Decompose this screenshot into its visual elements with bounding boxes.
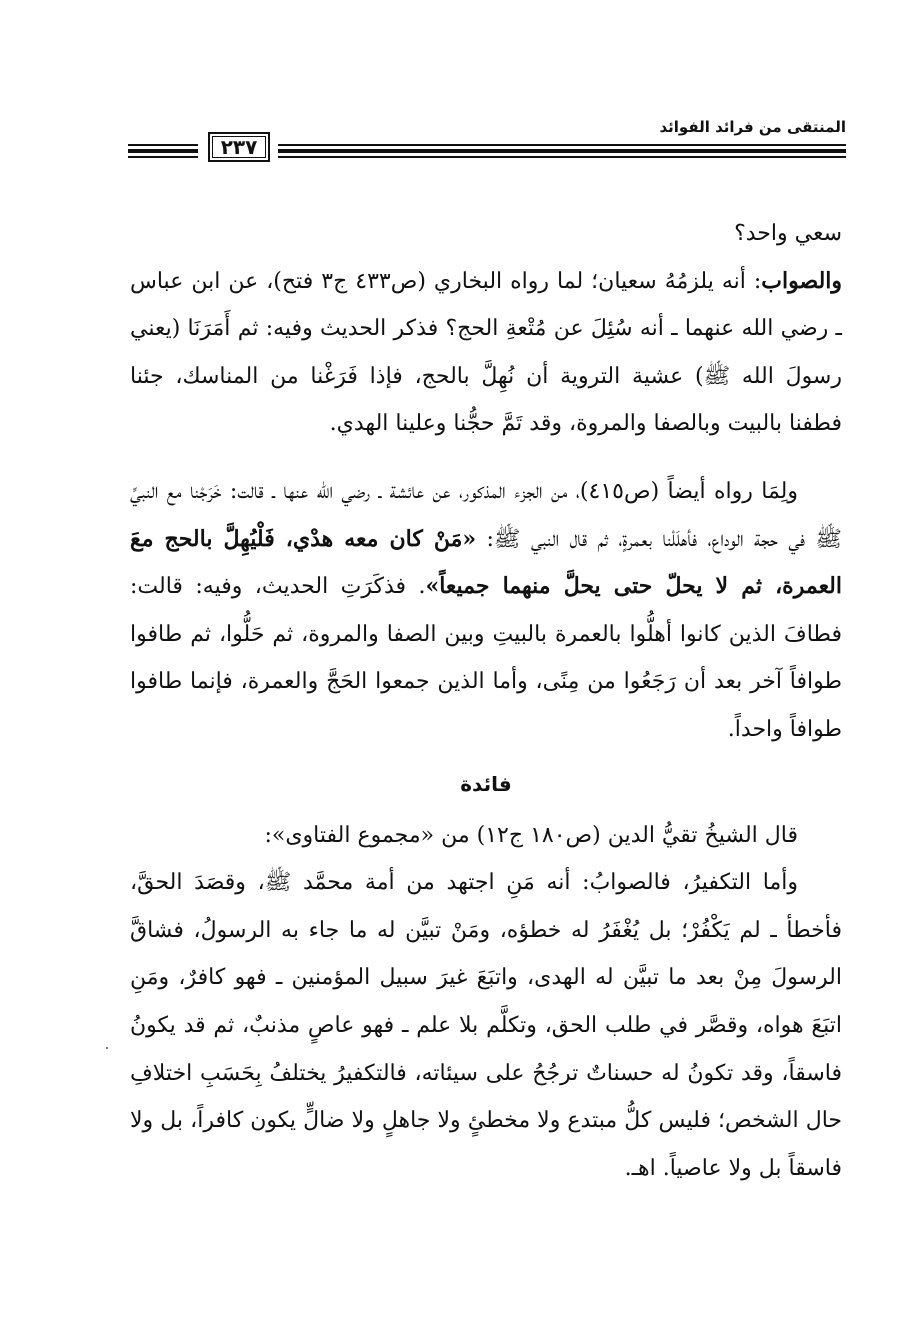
paragraph-aisha-hadith <box>130 468 842 754</box>
hadith-quote: «مَنْ كان معه هدْي، فَلْيُهِلَّ بالحج معَ العمرة، ثم لا يحلّ حتى يحلَّ منهما جميعاً» <box>130 525 842 600</box>
answer-text: : أنه يلزمُهُ سعيان؛ لما رواه البخاري (ص٤٣٣ ج٣ فتح)، عن ابن عباس ـ رضي الله عنهما ـ أنه سُئِلَ عن مُتْعةِ الحج؟ فذكر الحديث وفيه: ثم أَمَرَنَا (يعني رسولَ الله ﷺ) عشية التروية أن نُهِلَّ بالحج، فإذا فَرَغْنا من المناسك، جئنا فطفنا بالبيت وبالصفا والمروة، وقد تَمَّ حجُّنا وعلينا الهدي. <box>130 268 842 437</box>
header-rule-right <box>278 144 846 158</box>
answer-lead-word: والصواب <box>761 267 843 294</box>
paragraph-takfir: وأما التكفيرُ، فالصوابُ: أنه مَنِ اجتهد من أمة محمَّد ﷺ، وقصَدَ الحقَّ، فأخطأ ـ لم يَكْفُرْ؛ بل يُغْفَرُ له خطؤه، ومَنْ تبيَّن له ما جاء به الرسولُ، فشاقَّ الرسولَ مِنْ بعد ما تبيَّن له الهدى، واتبَعَ غيرَ سبيل المؤمنين ـ فهو كافرٌ، ومَنِ اتبَعَ هواه، وقصَّر في طلب الحق، وتكلَّم بلا علم ـ فهو عاصٍ مذنبٌ، ثم قد يكونُ فاسقاً، وقد تكونُ له حسناتٌ ترجُحُ على سيئاته، فالتكفيرُ يختلفُ بِحَسَبِ اختلافِ حال الشخص؛ فليس كلُّ مبتدع ولا مخطئٍ ولا جاهلٍ ولا ضالٍّ يكون كافراً، بل ولا فاسقاً بل ولا عاصياً. اهـ. <box>130 870 843 1181</box>
main-text <box>130 210 842 1192</box>
paragraph-citation: قال الشيخُ تقيُّ الدين (ص١٨٠ ج١٢) من «مجموع الفتاوى»: <box>264 822 798 848</box>
book-title: المنتقى من فرائد الفوائد <box>659 118 846 136</box>
section-heading-faida: فائدة <box>460 771 512 796</box>
scan-speck <box>106 1047 108 1049</box>
running-header <box>128 118 846 164</box>
paragraph-question-end: سعي واحد؟ <box>734 221 842 246</box>
page-number-box: ٢٣٧ <box>208 132 270 162</box>
paragraph-answer <box>130 258 842 448</box>
hadith-intro-text: ولِمَا رواه أيضاً (ص٤١٥)، من الجزء المذكور، عن عائشة ـ رضي الله عنها ـ قالت: خَرَجْنا مع النبيِّ ﷺ في حجة الوداع، فأهلَلْنا بعمرةٍ، ثم قال النبي ﷺ: <box>130 478 842 552</box>
header-rule-left <box>128 144 198 158</box>
hadith-continuation-text: . فذكَرَتِ الحديث، وفيه: قالت: فطافَ الذين كانوا أهلُّوا بالعمرة بالبيتِ وبين الصفا والمروة، ثم حَلُّوا، ثم طافوا طوافاً آخر بعد أن رَجَعُوا من مِنًى، وأما الذين جمعوا الحَجَّ والعمرة، فإنما طافوا طوافاً واحداً. <box>130 574 842 742</box>
